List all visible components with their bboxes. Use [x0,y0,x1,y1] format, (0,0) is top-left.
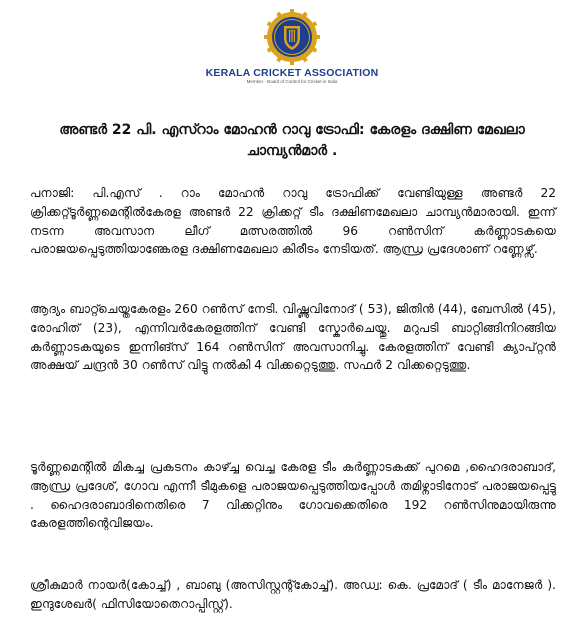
kca-crest-icon [263,8,321,66]
header-logo [0,8,584,84]
org-subtitle: Member · Board of Control for Cricket in India [246,79,338,84]
article-paragraph-3: ടൂർണ്ണമെന്റിൽ മികച്ച പ്രകടനം കാഴ്ച്ച വെച്ച കേരള ടീം കർണ്ണാടകക്ക് പുറമെ ,ഹൈദരാബാദ്, ആന്ധ്ര പ്രദേശ്, ഗോവ എന്നീ ടീമുകളെ പരാജയപ്പെടുത്തിയപ്പോൾ തമിഴ്നാടിനോട് പരാജയപ്പെട്ടു . ഹൈദരാബാദിനെതിരെ 7 വിക്കറ്റിനും ഗോവക്കെതിരെ 192 റൺസിനുമായിരുന്നു കേരളത്തിന്റെവിജയം. [30,460,556,531]
article-paragraph-1: പനാജി: പി.എസ് . റാം മോഹൻ റാവു ട്രോഫിക്ക് വേണ്ടിയുള്ള അണ്ടർ 22 ക്രിക്കറ്റ്ടൂർണ്ണമെന്റിൽകേരള അണ്ടർ 22 ക്രിക്കറ്റ് ടീം ദക്ഷിണമേഖലാ ചാമ്പ്യൻമാരായി. ഇന്ന് നടന്ന അവസാന ലീഗ് മത്സരത്തിൽ 96 റൺസിന് കർണ്ണാടകയെ പരാജയപ്പെടുത്തിയാണ്കേരള ദക്ഷിണമേഖലാ കിരീടം നേടിയത്. ആന്ധ്ര പ്രദേശാണ് റണ്ണേഴ്സ്. [30,186,556,257]
org-name: KERALA CRICKET ASSOCIATION [205,67,379,79]
article-headline: അണ്ടർ 22 പി. എസ്റാം മോഹൻ റാവു ട്രോഫി: കേരളം ദക്ഷിണ മേഖലാ ചാമ്പ്യൻമാർ . [59,122,525,159]
article-paragraph-4: ശ്രീകുമാർ നായർ(കോച്ച്) , ബാബു (അസിസ്റ്റന്റ്കോച്ച്). അഡ്വ: കെ. പ്രമോദ് ( ടീം മാനേജർ ). ഇന്ദുശേഖർ( ഫിസിയോതെറാപ്പിസ്റ്റ്). [30,578,556,611]
article-paragraph-2: ആദ്യം ബാറ്റ്ചെയ്തകേരളം 260 റൺസ് നേടി. വിഷ്ണുവിനോദ് ( 53), ജിതിൻ (44), ബേസിൽ (45), രോഹിത് (23), എന്നിവർകേരളത്തിന് വേണ്ടി സ്കോർചെയ്തു. മറുപടി ബാറ്റിങ്ങിനിറങ്ങിയ കർണ്ണാടകയുടെ ഇന്നിങ്സ് 164 റൺസിന് അവസാനിച്ചു. കേരളത്തിന് വേണ്ടി ക്യാപ്റ്റൻ അക്ഷയ് ചന്ദ്രൻ 30 റൺസ് വിട്ടു നൽകി 4 വിക്കറ്റെടുത്തു. സഫർ 2 വിക്കറ്റെടുത്തു. [30,302,556,373]
